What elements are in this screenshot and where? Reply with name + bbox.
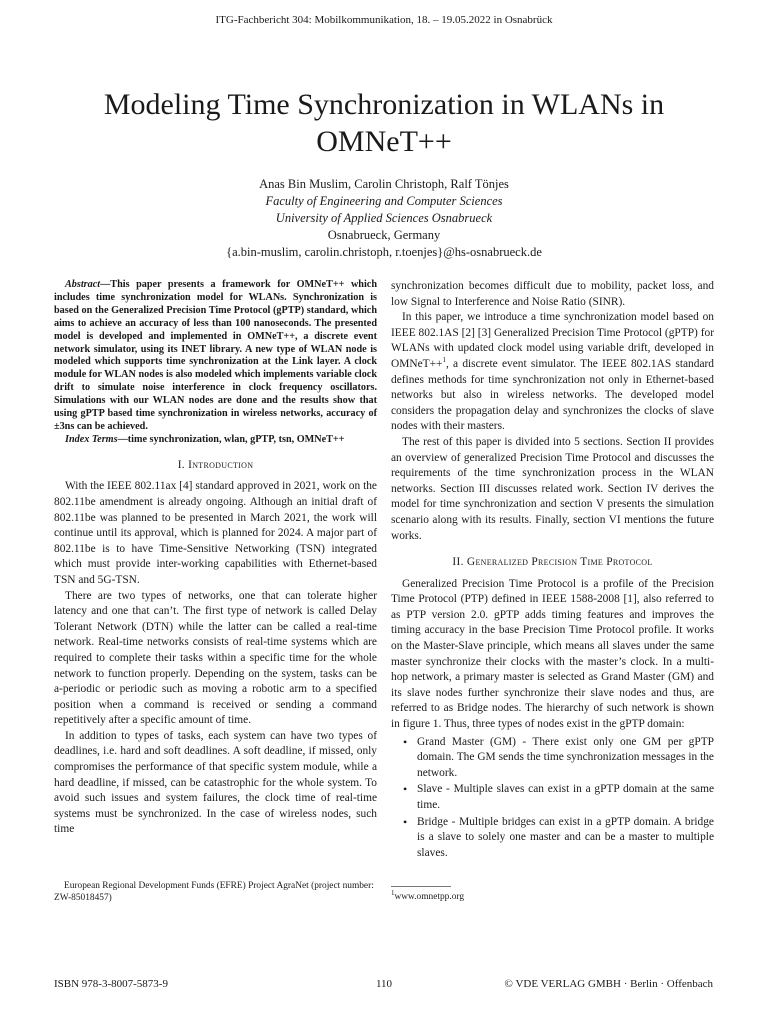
- footnote-link-text: www.omnetpp.org: [394, 892, 465, 902]
- intro-paragraph-3: In addition to types of tasks, each system can have two types of deadlines, i.e. hard and soft deadlines. A soft deadline, if missed, only compromises the performance of that specific system module, while a hard deadline, if missed, can be catastrophic for the whole system. To avoid such issues and system failures, the clock time of real-time systems must be synchronized. In the case of wireless nodes, such time: [54, 729, 377, 836]
- intro-paragraph-2: There are two types of networks, one that can tolerate higher latency and one that can’t. The first type of network is called Delay Tolerant Network (DTN) while the latter can be called a real-time network. Real-time networks consists of real-time systems which are required to complete their tasks within a specific time for the whole network to function properly. Depending on the system, tasks can be a-periodic or periodic such as moving a robotic arm to a specified position when a command is received or sending a command repetitively after a specific amount of time.: [54, 589, 377, 727]
- right-column: [391, 279, 714, 862]
- section-numeral: II.: [452, 556, 464, 569]
- list-item-text: Bridge - Multiple bridges can exist in a gPTP domain. A bridge is a slave to solely one master and can be a master to multiple slaves.: [417, 815, 714, 859]
- section-heading-gptp: [391, 555, 714, 571]
- section-numeral: I.: [177, 458, 185, 471]
- bullet-icon: •: [403, 734, 408, 749]
- index-terms-text: —time synchronization, wlan, gPTP, tsn, OMNeT++: [117, 433, 345, 445]
- list-item-text: Grand Master (GM) - There exist only one GM per gPTP domain. The GM sends the time synchronization messages in the network.: [417, 735, 714, 779]
- index-terms: [54, 434, 377, 447]
- footer-publisher: © VDE VERLAG GMBH · Berlin · Offenbach: [504, 978, 713, 990]
- author-location: Osnabrueck, Germany: [327, 228, 441, 242]
- list-item: [403, 782, 714, 813]
- footnote-mark: 1: [391, 888, 395, 897]
- intro-paragraph-4: [391, 310, 714, 435]
- section-title: Introduction: [188, 458, 254, 471]
- running-head: ITG-Fachbericht 304: Mobilkommunikation, 18. – 19.05.2022 in Osnabrück: [215, 14, 553, 26]
- funding-footnote: European Regional Development Funds (EFRE) Project AgraNet (project number: ZW-85018457): [54, 881, 374, 903]
- intro-paragraph-1: With the IEEE 802.11ax [4] standard approved in 2021, work on the 802.11be amendment is already ongoing. Although an initial draft of 802.11be was planned to be presented in March 2021, the work will continue until its approval, which is planned for 2024. A major part of 802.11be is to have Time-Sensitive Networking (TSN) integrated which must provide inter-working capabilities with Ethernet-based TSN and 5G-TSN.: [54, 480, 377, 586]
- left-column: [54, 279, 377, 838]
- footer-isbn: ISBN 978-3-8007-5873-9: [54, 978, 168, 990]
- intro-paragraph-5: The rest of this paper is divided into 5 sections. Section II provides an overview of generalized Precision Time Protocol and discusses the requirements of the time synchronization process in the WLAN networks. Section III discusses related work. Section IV derives the model for time synchronization and section V presents the simulation scenario along with its results. Finally, section VI mentions the future works.: [391, 435, 714, 542]
- gptp-paragraph-1: Generalized Precision Time Protocol is a profile of the Precision Time Protocol (PTP) defined in IEEE 1588-2008 [1], also referred to as PTP version 2.0. gPTP adds timing features and improves the timing accuracy in the base Precision Time Protocol profile. It works on the Master-Slave principle, which means all slaves under the same master synchronize their clocks with the master’s clock. In a multi-hop network, a primary master is selected as Grand Master (GM) and its slave nodes further synchronize their slave nodes and thus, are referred to as Bridge nodes. The hierarchy of such network is shown in figure 1. Thus, three types of nodes exist in the gPTP domain:: [391, 577, 714, 731]
- intro-paragraph-3-continued: synchronization becomes difficult due to mobility, packet loss, and low Signal to Interference and Noise Ratio (SINR).: [391, 280, 714, 308]
- bullet-icon: •: [403, 814, 408, 829]
- footnote-1: [391, 888, 714, 903]
- bullet-icon: •: [403, 782, 408, 797]
- author-emails: {a.bin-muslim, carolin.christoph, r.toenjes}@hs-osnabrueck.de: [226, 245, 542, 259]
- footnote-marker: 1: [442, 356, 446, 365]
- author-university: University of Applied Sciences Osnabrueck: [275, 211, 493, 225]
- abstract: [54, 279, 377, 434]
- abstract-text: —This paper presents a framework for OMNeT++ which includes time synchronization model for WLANs. Synchronization is based on the Generalized Precision Time Protocol (gPTP) standard, which aims to achieve an accuracy of less than 100 nanoseconds. The presented model is developed and implemented in OMNeT++, a discrete event network simulator, using its INET library. A new type of WLAN node is modeled which supports time synchronization at the Link layer. A clock module for WLAN nodes is also modeled which implements variable clock drift to simulate noise interference in clock frequency oscillators. Simulations with our WLAN nodes are done and the results show that using gPTP based time synchronization in wireless networks, accuracy of ±3ns can be achieved.: [54, 279, 377, 432]
- node-type-list: [391, 735, 714, 862]
- footer-page-number: 110: [375, 978, 393, 990]
- author-names: Anas Bin Muslim, Carolin Christoph, Ralf Tönjes: [259, 177, 509, 191]
- author-block: [0, 176, 768, 261]
- index-terms-label: Index Terms: [65, 433, 118, 445]
- footnote-rule: [391, 886, 451, 887]
- paper-title: Modeling Time Synchronization in WLANs in OMNeT++: [103, 88, 665, 158]
- section-heading-introduction: [54, 458, 377, 474]
- list-item: [403, 735, 714, 782]
- abstract-label: Abstract: [65, 279, 101, 290]
- list-item-text: Slave - Multiple slaves can exist in a gPTP domain at the same time.: [417, 783, 714, 811]
- list-item: [403, 815, 714, 862]
- section-title: Generalized Precision Time Protocol: [466, 556, 653, 569]
- author-faculty: Faculty of Engineering and Computer Sciences: [265, 194, 503, 208]
- intro-paragraph-4-text: In this paper, we introduce a time synchronization model based on IEEE 802.1AS [2] [3] Generalized Precision Time Protocol (gPTP) for WLANs with updated clock model using variable drift, developed in OMNeT++: [391, 311, 714, 370]
- intro-paragraph-4-text-end: , a discrete event simulator. The IEEE 802.1AS standard defines methods for time synchronization not only in Ethernet-based networks but also in wireless networks. The developed model considers the propagation delay and synchronizes the clocks of slave nodes with their masters.: [391, 357, 714, 433]
